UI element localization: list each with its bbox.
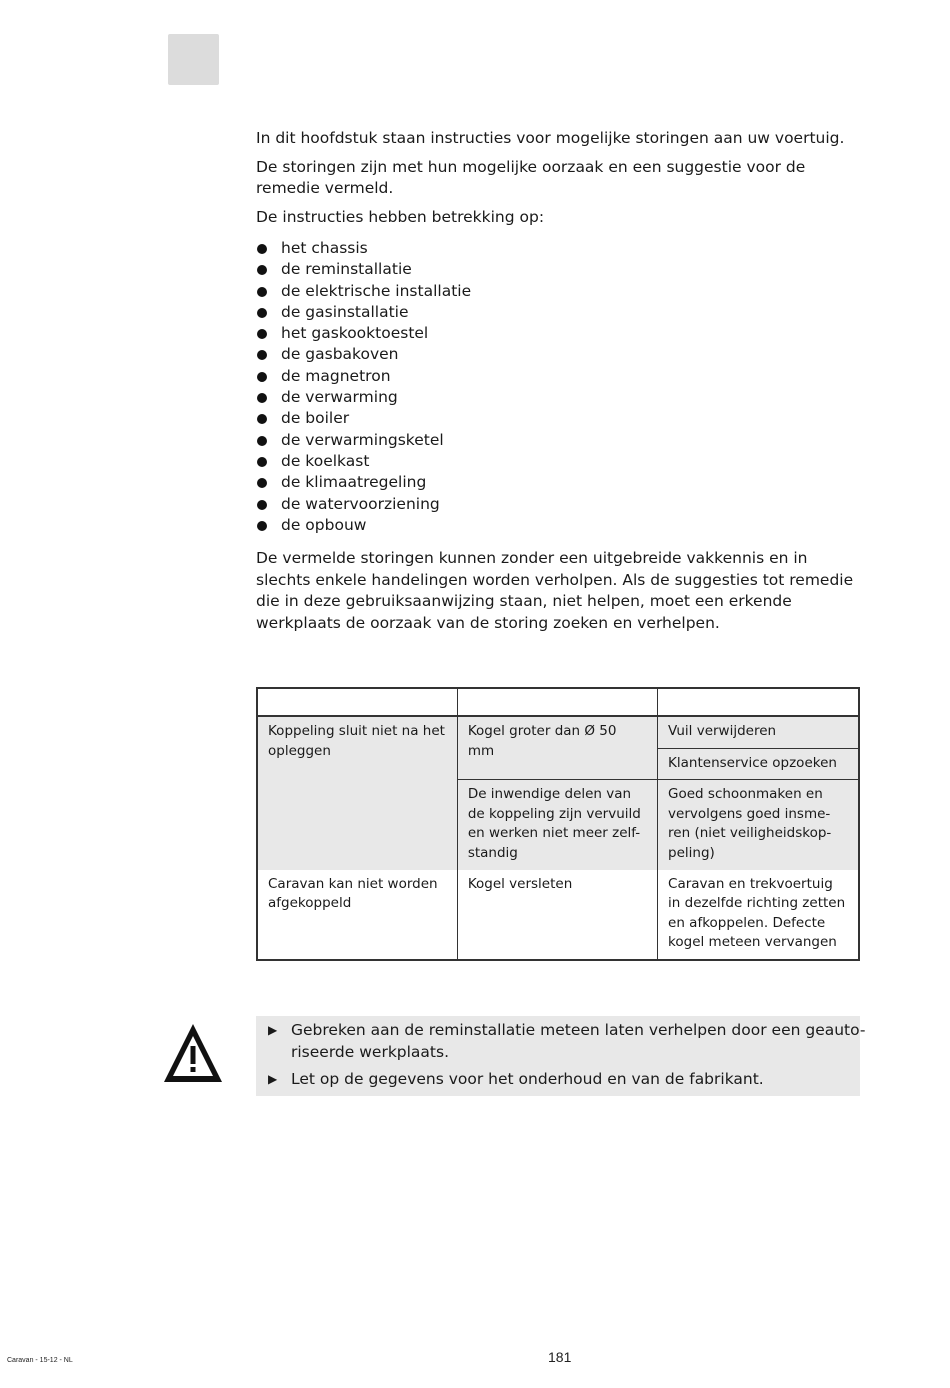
outro-paragraph: De vermelde storingen kunnen zonder een uitgebreide vakkennis en in slechts enkele handelingen worden verholpen. Als de suggesties tot remedie die in deze gebruiksaanwijzing staan, niet helpen, moet een erkende werkplaats de oorzaak van de storing zoeken en verhelpen. <box>256 549 854 632</box>
list-item: de magnetron <box>256 366 860 387</box>
bullet-icon <box>257 265 267 275</box>
bullet-icon <box>257 521 267 531</box>
triangle-right-icon: ▶ <box>268 1023 278 1037</box>
intro-paragraph-1: In dit hoofdstuk staan instructies voor mogelijke storingen aan uw voertuig. <box>256 129 845 147</box>
triangle-right-icon: ▶ <box>268 1072 278 1086</box>
bullet-icon <box>257 372 267 382</box>
bullet-icon <box>257 287 267 297</box>
list-item: de boiler <box>256 408 860 429</box>
list-item: de verwarming <box>256 387 860 408</box>
intro-paragraph-3: De instructies hebben betrekking op: <box>256 207 545 226</box>
header-cell-cause <box>457 688 657 716</box>
cause-cell: Kogel groter dan Ø 50 mm <box>457 716 657 780</box>
remedy-cell: Klantenservice opzoeken <box>658 748 859 780</box>
remedy-cell: Caravan en trekvoertuig in dezelfde richting zetten en afkoppelen. Defecte kogel meteen vervangen <box>658 870 859 960</box>
bullet-icon <box>257 414 267 424</box>
bullet-icon <box>257 308 267 318</box>
header-cell-fault <box>257 688 457 716</box>
bullet-icon <box>257 478 267 488</box>
intro-section <box>256 128 860 641</box>
list-item: de elektrische installatie <box>256 281 860 302</box>
bullet-icon <box>257 436 267 446</box>
remedy-cell: Vuil verwijderen <box>658 716 859 748</box>
table-header-row <box>257 688 859 716</box>
list-item: het chassis <box>256 238 860 259</box>
list-item: het gaskooktoestel <box>256 323 860 344</box>
list-item: de gasbakoven <box>256 344 860 365</box>
table-row <box>257 716 859 748</box>
warning-item: ▶ Let op de gegevens voor het onderhoud en van de fabrikant. <box>268 1069 871 1091</box>
bullet-icon <box>257 500 267 510</box>
cause-cell: De inwendige delen van de koppeling zijn vervuild en werken niet meer zelf-standig <box>457 780 657 870</box>
topic-list <box>256 238 860 536</box>
warning-item: ▶ Gebreken aan de reminstallatie meteen laten verhelpen door een geauto-riseerde werkplaats. <box>268 1021 866 1061</box>
list-item: de gasinstallatie <box>256 302 860 323</box>
fault-table <box>256 687 860 961</box>
list-item: de verwarmingsketel <box>256 430 860 451</box>
footer-label: Caravan - 15-12 - NL <box>7 1357 73 1364</box>
bullet-icon <box>257 457 267 467</box>
bullet-icon <box>257 329 267 339</box>
bullet-icon <box>257 350 267 360</box>
fault-cell: Koppeling sluit niet na het opleggen <box>257 716 457 870</box>
warning-box <box>256 1016 866 1096</box>
list-item: de watervoorziening <box>256 494 860 515</box>
list-item: de reminstallatie <box>256 259 860 280</box>
intro-paragraph-2: De storingen zijn met hun mogelijke oorzaak en een suggestie voor de remedie vermeld. <box>256 157 806 197</box>
list-item: de opbouw <box>256 515 860 536</box>
bullet-icon <box>257 244 267 254</box>
chapter-tab-marker <box>168 34 219 85</box>
bullet-icon <box>257 393 267 403</box>
warning-triangle-icon <box>162 1022 224 1084</box>
remedy-cell: Goed schoonmaken en vervolgens goed insme-ren (niet veiligheidskop-peling) <box>658 780 859 870</box>
cause-cell: Kogel versleten <box>457 870 657 960</box>
header-cell-remedy <box>658 688 859 716</box>
table-row <box>257 870 859 960</box>
list-item: de koelkast <box>256 451 860 472</box>
list-item: de klimaatregeling <box>256 472 860 493</box>
page-number: 181 <box>548 1349 572 1365</box>
fault-cell: Caravan kan niet worden afgekoppeld <box>257 870 457 960</box>
